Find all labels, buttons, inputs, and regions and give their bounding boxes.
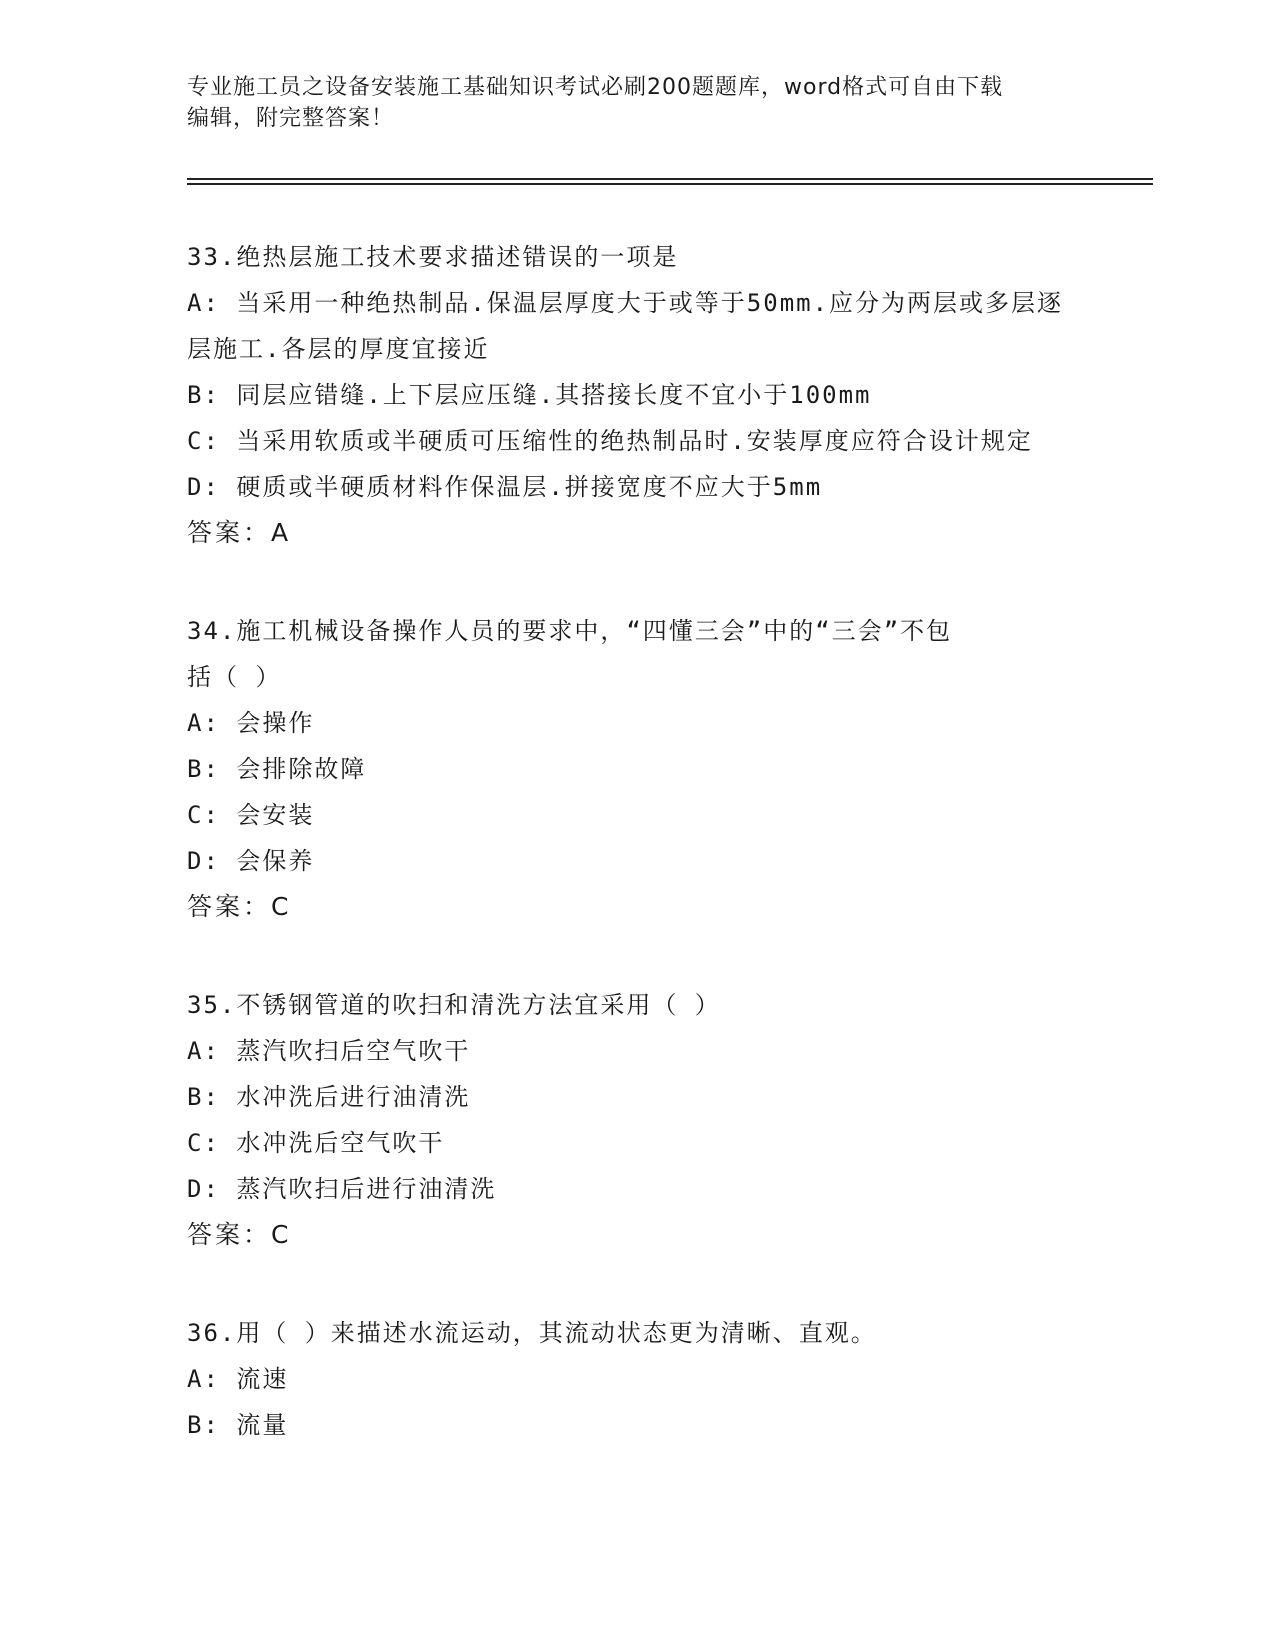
option-c: C: 会安装 [187,801,315,829]
document-header [187,72,1087,134]
question-stem-continued: 括（ ） [187,663,282,691]
option-b: B: 同层应错缝.上下层应压缝.其搭接长度不宜小于100mm [187,381,872,409]
answer-label: 答案： [187,1220,272,1249]
option-c: C: 水冲洗后空气吹干 [187,1129,445,1157]
answer-value: C [271,892,292,921]
question-list [187,234,1087,1500]
option-d: D: 会保养 [187,847,315,875]
question-36 [187,1310,1087,1448]
question-stem: 33.绝热层施工技术要求描述错误的一项是 [187,243,679,271]
answer-value: A [271,518,292,547]
option-b: B: 流量 [187,1411,289,1439]
answer-line [187,1212,1087,1258]
answer-line [187,884,1087,930]
option-a: A: 流速 [187,1365,289,1393]
header-line-2: 编辑，附完整答案！ [187,106,395,131]
option-c: C: 当采用软质或半硬质可压缩性的绝热制品时.安装厚度应符合设计规定 [187,427,1033,455]
option-d: D: 蒸汽吹扫后进行油清洗 [187,1175,497,1203]
header-divider-top [187,178,1153,180]
question-35 [187,982,1087,1258]
question-stem: 36.用（ ）来描述水流运动，其流动状态更为清晰、直观。 [187,1319,877,1347]
option-b: B: 水冲洗后进行油清洗 [187,1083,471,1111]
answer-line [187,510,1087,556]
question-33 [187,234,1087,556]
answer-label: 答案： [187,518,272,547]
option-a: A: 蒸汽吹扫后空气吹干 [187,1037,471,1065]
option-b: B: 会排除故障 [187,755,367,783]
header-line-1: 专业施工员之设备安装施工基础知识考试必刷200题题库，word格式可自由下载 [187,75,1004,100]
question-34 [187,608,1087,930]
option-d: D: 硬质或半硬质材料作保温层.拼接宽度不应大于5mm [187,473,823,501]
question-stem: 34.施工机械设备操作人员的要求中，“四懂三会”中的“三会”不包 [187,617,953,645]
answer-label: 答案： [187,892,272,921]
answer-value: C [271,1220,292,1249]
header-divider-bottom [187,183,1153,185]
question-stem: 35.不锈钢管道的吹扫和清洗方法宜采用（ ） [187,991,721,1019]
option-a: A: 会操作 [187,709,315,737]
option-a: A: 当采用一种绝热制品.保温层厚度大于或等于50mm.应分为两层或多层逐层施工.各层的厚度宜接近 [187,289,1064,363]
